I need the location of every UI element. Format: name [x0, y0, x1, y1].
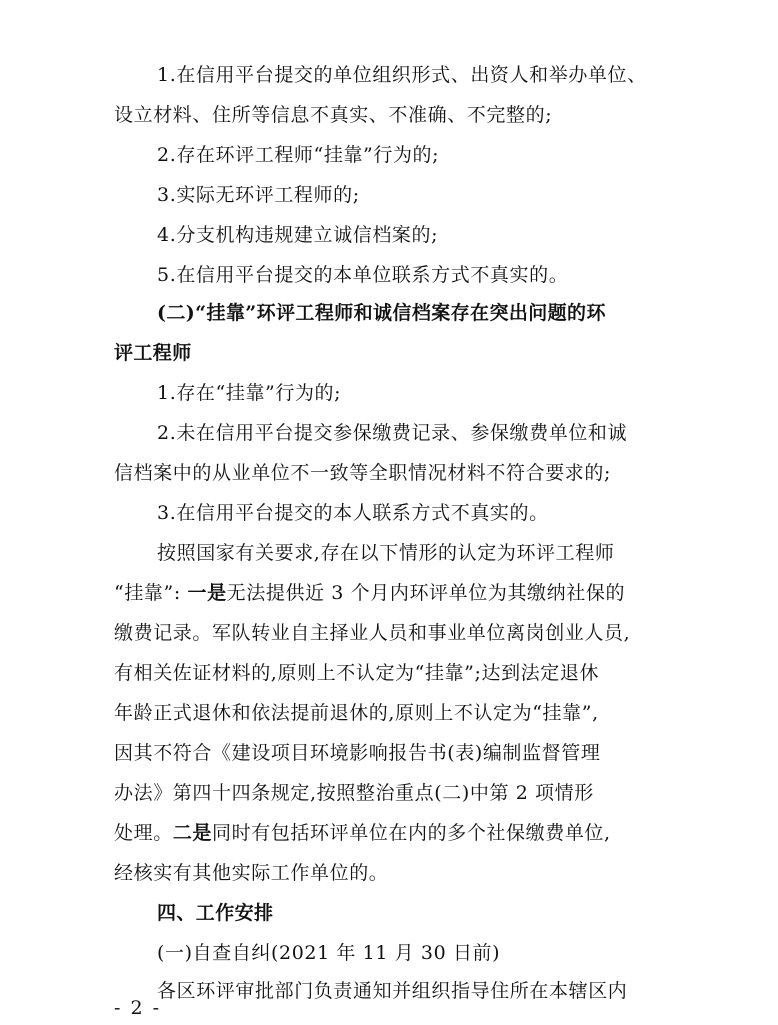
text-line: 缴费记录。军队转业自主择业人员和事业单位离岗创业人员,	[114, 622, 631, 644]
section-heading: 评工程师	[114, 342, 192, 364]
page-number: - 2 -	[114, 997, 162, 1019]
text-line: 3.在信用平台提交的本人联系方式不真实的。	[157, 502, 549, 524]
text-line: 设立材料、住所等信息不真实、不准确、不完整的;	[114, 104, 553, 126]
text-line: 2.未在信用平台提交参保缴费记录、参保缴费单位和诚	[157, 422, 628, 444]
text-segment: 同时有包括环评单位在内的多个社保缴费单位,	[212, 822, 611, 844]
text-line	[114, 580, 625, 606]
text-line: 按照国家有关要求,存在以下情形的认定为环评工程师	[157, 542, 615, 564]
section-heading: 四、工作安排	[157, 902, 274, 924]
emphasis-text: 一是	[187, 582, 227, 604]
text-line: 1.在信用平台提交的单位组织形式、出资人和举办单位、	[157, 64, 647, 86]
text-line: 5.在信用平台提交的本单位联系方式不真实的。	[157, 264, 569, 286]
text-segment: “挂靠”:	[114, 582, 188, 604]
text-segment: 处理。	[114, 822, 173, 844]
text-line: (一)自查自纠(2021 年 11 月 30 日前)	[157, 942, 501, 964]
section-heading: (二)“挂靠”环评工程师和诚信档案存在突出问题的环	[157, 302, 606, 324]
text-line: 有相关佐证材料的,原则上不认定为“挂靠”;达到法定退休	[114, 662, 600, 684]
text-line: 4.分支机构违规建立诚信档案的;	[157, 224, 439, 246]
emphasis-text: 二是	[172, 822, 213, 844]
text-line: 1.存在“挂靠”行为的;	[157, 382, 342, 404]
text-segment: 无法提供近 3 个月内环评单位为其缴纳社保的	[226, 582, 626, 604]
text-line: 年龄正式退休和依法提前退休的,原则上不认定为“挂靠”,	[114, 702, 599, 724]
text-line: 信档案中的从业单位不一致等全职情况材料不符合要求的;	[114, 462, 612, 484]
text-line: 各区环评审批部门负责通知并组织指导住所在本辖区内	[157, 980, 628, 1002]
text-line: 办法》第四十四条规定,按照整治重点(二)中第 2 项情形	[114, 782, 594, 804]
text-line: 因其不符合《建设项目环境影响报告书(表)编制监督管理	[114, 742, 601, 764]
text-line: 经核实有其他实际工作单位的。	[114, 862, 389, 884]
text-line	[114, 820, 611, 846]
text-line: 2.存在环评工程师“挂靠”行为的;	[157, 144, 440, 166]
text-line: 3.实际无环评工程师的;	[157, 184, 360, 206]
